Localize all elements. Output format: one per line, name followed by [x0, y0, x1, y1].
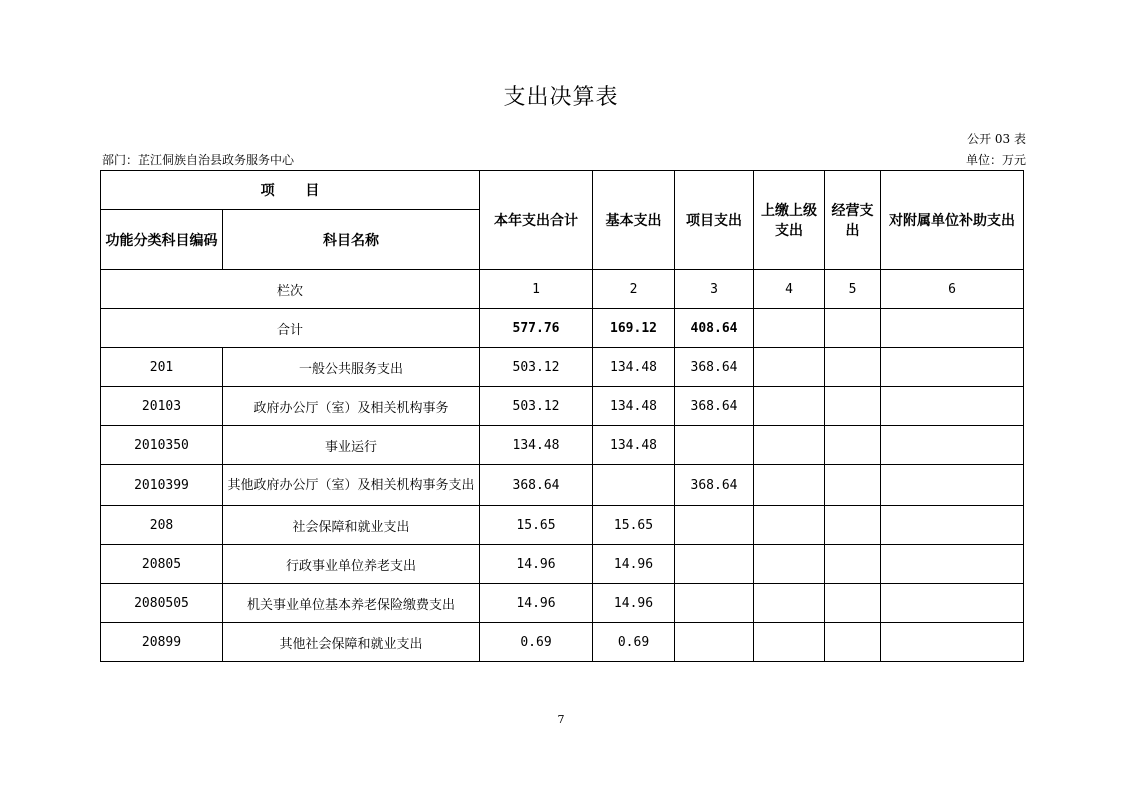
row-subsidy	[881, 387, 1024, 426]
header-project-expenditure: 项目支出	[675, 171, 754, 270]
row-total: 368.64	[480, 465, 593, 506]
table-row	[101, 584, 1024, 623]
table-row	[101, 465, 1024, 506]
row-business	[825, 426, 881, 465]
table-row	[101, 348, 1024, 387]
row-business	[825, 348, 881, 387]
column-index-row	[101, 270, 1024, 309]
row-upper	[754, 545, 825, 584]
row-basic: 0.69	[593, 623, 675, 662]
row-business	[825, 545, 881, 584]
row-project	[675, 584, 754, 623]
row-subsidy	[881, 426, 1024, 465]
row-business	[825, 584, 881, 623]
row-total: 134.48	[480, 426, 593, 465]
row-subsidy	[881, 465, 1024, 506]
total-subsidy	[881, 309, 1024, 348]
row-business	[825, 387, 881, 426]
row-project	[675, 426, 754, 465]
row-code: 201	[101, 348, 223, 387]
page-number: 7	[557, 713, 565, 726]
header-project: 项 目	[101, 171, 480, 210]
row-upper	[754, 584, 825, 623]
total-business	[825, 309, 881, 348]
row-upper	[754, 506, 825, 545]
table-row	[101, 623, 1024, 662]
table-row	[101, 387, 1024, 426]
row-name: 政府办公厅（室）及相关机构事务	[223, 387, 480, 426]
row-code: 2010399	[101, 465, 223, 506]
column-index-5: 5	[825, 270, 881, 309]
row-total: 15.65	[480, 506, 593, 545]
row-name: 社会保障和就业支出	[223, 506, 480, 545]
row-upper	[754, 348, 825, 387]
row-basic: 14.96	[593, 584, 675, 623]
total-project: 408.64	[675, 309, 754, 348]
header-business: 经营支出	[825, 171, 881, 270]
row-business	[825, 465, 881, 506]
row-project: 368.64	[675, 348, 754, 387]
row-total: 503.12	[480, 387, 593, 426]
header-total: 本年支出合计	[480, 171, 593, 270]
row-subsidy	[881, 506, 1024, 545]
column-index-4: 4	[754, 270, 825, 309]
row-upper	[754, 623, 825, 662]
total-row	[101, 309, 1024, 348]
column-index-1: 1	[480, 270, 593, 309]
row-code: 20103	[101, 387, 223, 426]
department-label: 部门：芷江侗族自治县政务服务中心	[102, 153, 295, 167]
total-amount: 577.76	[480, 309, 593, 348]
column-index-2: 2	[593, 270, 675, 309]
header-func-code: 功能分类科目编码	[101, 210, 223, 270]
page-title: 支出决算表	[503, 85, 619, 110]
column-index-3: 3	[675, 270, 754, 309]
row-name: 机关事业单位基本养老保险缴费支出	[223, 584, 480, 623]
row-project	[675, 545, 754, 584]
row-basic	[593, 465, 675, 506]
row-basic: 134.48	[593, 348, 675, 387]
row-basic: 15.65	[593, 506, 675, 545]
column-index-label: 栏次	[101, 270, 480, 309]
row-project	[675, 623, 754, 662]
table-row	[101, 506, 1024, 545]
header-upper: 上缴上级支出	[754, 171, 825, 270]
row-name: 行政事业单位养老支出	[223, 545, 480, 584]
row-subsidy	[881, 623, 1024, 662]
row-business	[825, 623, 881, 662]
row-code: 20805	[101, 545, 223, 584]
row-total: 0.69	[480, 623, 593, 662]
row-total: 14.96	[480, 545, 593, 584]
form-number: 公开 03 表	[967, 132, 1026, 146]
row-total: 14.96	[480, 584, 593, 623]
header-basic: 基本支出	[593, 171, 675, 270]
table-row	[101, 545, 1024, 584]
row-project: 368.64	[675, 387, 754, 426]
header-subject-name: 科目名称	[223, 210, 480, 270]
row-upper	[754, 465, 825, 506]
row-name: 其他社会保障和就业支出	[223, 623, 480, 662]
expenditure-table	[100, 170, 1024, 662]
row-basic: 134.48	[593, 426, 675, 465]
row-total: 503.12	[480, 348, 593, 387]
row-upper	[754, 426, 825, 465]
total-label: 合计	[101, 309, 480, 348]
row-business	[825, 506, 881, 545]
row-project: 368.64	[675, 465, 754, 506]
row-name: 其他政府办公厅（室）及相关机构事务支出	[223, 465, 480, 506]
total-upper	[754, 309, 825, 348]
row-code: 208	[101, 506, 223, 545]
row-code: 20899	[101, 623, 223, 662]
unit-label: 单位：万元	[965, 153, 1026, 167]
row-name: 一般公共服务支出	[223, 348, 480, 387]
row-code: 2010350	[101, 426, 223, 465]
row-basic: 134.48	[593, 387, 675, 426]
row-subsidy	[881, 545, 1024, 584]
row-project	[675, 506, 754, 545]
row-subsidy	[881, 584, 1024, 623]
row-upper	[754, 387, 825, 426]
row-subsidy	[881, 348, 1024, 387]
header-subsidy: 对附属单位补助支出	[881, 171, 1024, 270]
table-row	[101, 426, 1024, 465]
total-basic: 169.12	[593, 309, 675, 348]
column-index-6: 6	[881, 270, 1024, 309]
row-name: 事业运行	[223, 426, 480, 465]
row-code: 2080505	[101, 584, 223, 623]
row-basic: 14.96	[593, 545, 675, 584]
